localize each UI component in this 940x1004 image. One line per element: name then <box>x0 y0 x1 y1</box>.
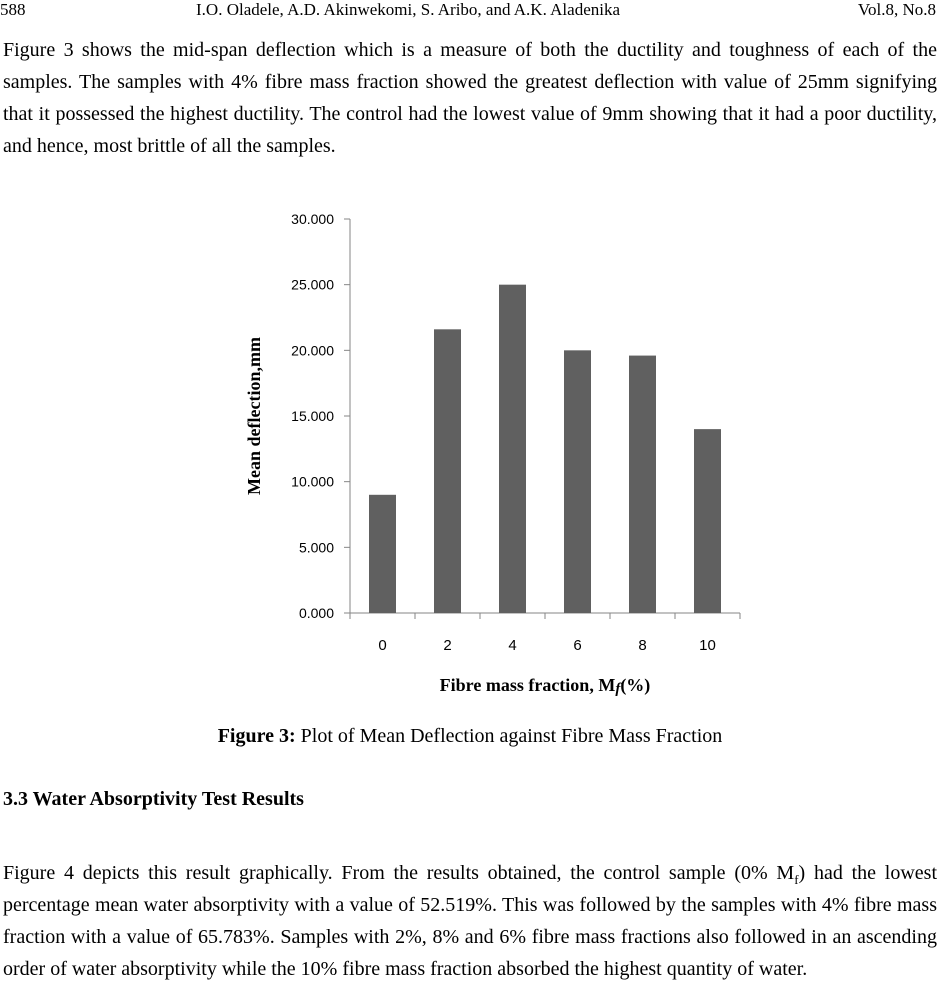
y-axis-label: Mean deflection,mm <box>244 337 264 495</box>
x-tick-label: 0 <box>378 637 387 654</box>
x-axis-ticks <box>350 613 740 654</box>
y-axis-ticks <box>291 211 350 621</box>
x-tick-label: 4 <box>508 637 517 654</box>
x-tick-label: 8 <box>638 637 647 654</box>
x-tick-label: 2 <box>443 637 452 654</box>
x-tick-label: 6 <box>573 637 582 654</box>
section-heading: 3.3 Water Absorptivity Test Results <box>3 788 304 810</box>
y-tick-label: 10.000 <box>291 473 334 490</box>
body-paragraph-water-absorptivity <box>3 857 937 985</box>
figure-caption <box>0 722 940 750</box>
x-tick-label: 10 <box>699 637 716 654</box>
caption-label: Figure 3: <box>217 725 296 747</box>
para2-subscript: f <box>794 872 799 887</box>
bar-6 <box>564 350 591 613</box>
bar-2 <box>434 329 461 613</box>
bar-0 <box>369 495 396 613</box>
header-authors: I.O. Oladele, A.D. Akinwekomi, S. Aribo, and A.K. Aladenika <box>196 0 621 19</box>
bar-10 <box>694 429 721 613</box>
y-tick-label: 15.000 <box>291 408 334 424</box>
y-tick-label: 0.000 <box>298 605 334 621</box>
bar-4 <box>499 285 526 613</box>
y-tick-label: 20.000 <box>291 342 334 359</box>
y-tick-label: 25.000 <box>291 276 334 293</box>
x-axis-label-sub: f <box>615 681 621 697</box>
y-tick-label: 5.000 <box>298 539 334 556</box>
figure-3-chart <box>230 200 770 700</box>
para2-part1: Figure 4 depicts this result graphically. From the results obtained, the control sample (0% M <box>3 862 795 884</box>
x-axis-label-tail: (%) <box>620 675 651 695</box>
caption-text: Plot of Mean Deflection against Fibre Mass Fraction <box>295 725 723 747</box>
bar-series <box>369 285 721 613</box>
x-axis-label <box>440 675 651 697</box>
para2-part2: ) had the lowest percentage mean water absorptivity with a value of 52.519%. This was followed by the samples with 4% fibre mass fraction with a value of 65.783%. Samples with 2%, 8% and 6% fibre mass fractions also followed in an ascending order of water absorptivity while the 10% fibre mass fraction absorbed the highest quantity of water. <box>3 862 937 980</box>
header-volume: Vol.8, No.8 <box>857 0 936 19</box>
y-tick-label: 30.000 <box>291 211 334 227</box>
bar-8 <box>629 356 656 613</box>
page-number: 588 <box>0 0 26 19</box>
body-paragraph-deflection: Figure 3 shows the mid-span deflection which is a measure of both the ductility and toughness of each of the samples. The samples with 4% fibre mass fraction showed the greatest deflection with value of 25mm signifying that it possessed the highest ductility. The control had the lowest value of 9mm showing that it had a poor ductility, and hence, most brittle of all the samples. <box>3 39 937 157</box>
x-axis-label-main: Fibre mass fraction, M <box>439 675 616 695</box>
bar-chart <box>230 200 770 700</box>
running-header <box>0 0 940 22</box>
